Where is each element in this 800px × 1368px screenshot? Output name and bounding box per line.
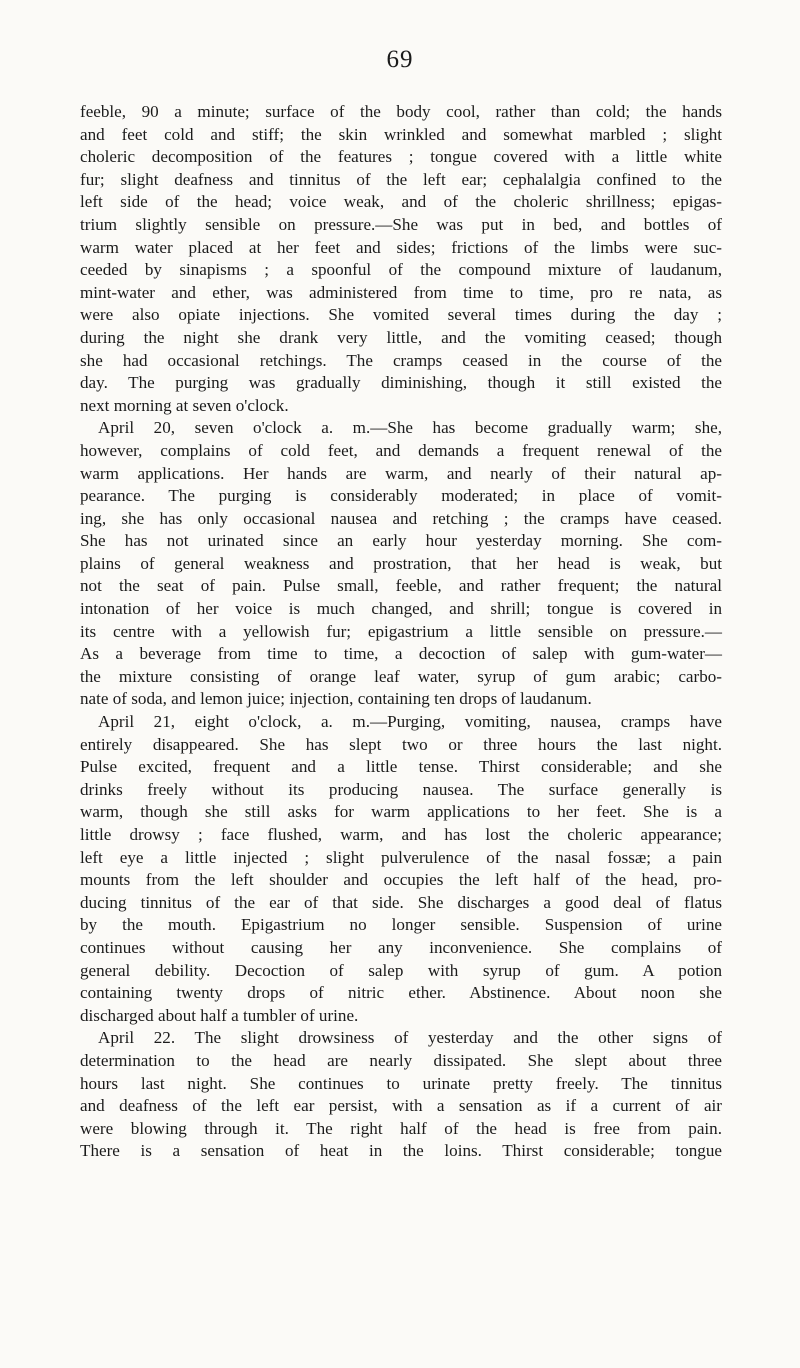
- text-line: She has not urinated since an early hour yesterday morning. She com-: [80, 531, 722, 551]
- text-line: left eye a little injected ; slight pulverulence of the nasal fossæ; a pain: [80, 847, 722, 867]
- text-line: discharged about half a tumbler of urine.: [80, 1005, 359, 1025]
- text-line: and deafness of the left ear persist, with a sensation as if a current of air: [80, 1096, 722, 1116]
- body-text: [80, 101, 722, 1163]
- text-line: April 21, eight o'clock, a. m.—Purging, vomiting, nausea, cramps have: [98, 712, 722, 732]
- text-line: determination to the head are nearly dissipated. She slept about three: [80, 1050, 722, 1070]
- text-line: warm applications. Her hands are warm, and nearly of their natural ap-: [80, 463, 722, 483]
- text-line: and feet cold and stiff; the skin wrinkled and somewhat marbled ; slight: [80, 124, 722, 144]
- text-line: were blowing through it. The right half of the head is free from pain.: [80, 1118, 722, 1138]
- text-line: April 22. The slight drowsiness of yesterday and the other signs of: [98, 1028, 722, 1048]
- text-line: feeble, 90 a minute; surface of the body cool, rather than cold; the hands: [80, 102, 722, 121]
- text-line: Pulse excited, frequent and a little tense. Thirst considerable; and she: [80, 757, 722, 777]
- text-line: ducing tinnitus of the ear of that side. She discharges a good deal of flatus: [80, 892, 722, 912]
- text-line: by the mouth. Epigastrium no longer sensible. Suspension of urine: [80, 915, 722, 935]
- text-line: however, complains of cold feet, and demands a frequent renewal of the: [80, 440, 722, 460]
- text-line: mint-water and ether, was administered from time to time, pro re nata, as: [80, 282, 722, 302]
- text-line: There is a sensation of heat in the loins. Thirst considerable; tongue: [80, 1141, 722, 1161]
- text-line: she had occasional retchings. The cramps ceased in the course of the: [80, 350, 722, 370]
- text-line: intonation of her voice is much changed, and shrill; tongue is covered in: [80, 599, 722, 619]
- text-line: plains of general weakness and prostration, that her head is weak, but: [80, 553, 722, 573]
- text-line: hours last night. She continues to urinate pretty freely. The tinnitus: [80, 1073, 722, 1093]
- text-line: its centre with a yellowish fur; epigastrium a little sensible on pressure.—: [80, 621, 722, 641]
- text-line: continues without causing her any inconvenience. She complains of: [80, 937, 722, 957]
- text-line: were also opiate injections. She vomited several times during the day ;: [80, 305, 722, 325]
- text-line: not the seat of pain. Pulse small, feeble, and rather frequent; the natural: [80, 576, 722, 596]
- text-line: warm water placed at her feet and sides; frictions of the limbs were suc-: [80, 237, 722, 257]
- text-line: As a beverage from time to time, a decoction of salep with gum-water—: [80, 644, 722, 664]
- text-line: ing, she has only occasional nausea and retching ; the cramps have ceased.: [80, 508, 722, 528]
- text-line: day. The purging was gradually diminishing, though it still existed the: [80, 373, 722, 393]
- text-line: pearance. The purging is considerably moderated; in place of vomit-: [80, 486, 722, 506]
- text-line: mounts from the left shoulder and occupies the left half of the head, pro-: [80, 870, 722, 890]
- text-line: containing twenty drops of nitric ether. Abstinence. About noon she: [80, 983, 722, 1003]
- text-line: drinks freely without its producing nausea. The surface generally is: [80, 779, 722, 799]
- text-line: the mixture consisting of orange leaf water, syrup of gum arabic; carbo-: [80, 666, 722, 686]
- text-line: general debility. Decoction of salep with syrup of gum. A potion: [80, 960, 722, 980]
- text-line: left side of the head; voice weak, and of the choleric shrillness; epigas-: [80, 192, 722, 212]
- text-line: fur; slight deafness and tinnitus of the left ear; cephalalgia confined to the: [80, 169, 722, 189]
- text-line: trium slightly sensible on pressure.—She was put in bed, and bottles of: [80, 214, 722, 234]
- text-line: next morning at seven o'clock.: [80, 395, 289, 415]
- text-line: little drowsy ; face flushed, warm, and has lost the choleric appearance;: [80, 825, 722, 844]
- text-line: warm, though she still asks for warm applications to her feet. She is a: [80, 802, 722, 822]
- text-line: choleric decomposition of the features ; tongue covered with a little white: [80, 147, 722, 167]
- text-line: during the night she drank very little, and the vomiting ceased; though: [80, 327, 722, 347]
- text-line: ceeded by sinapisms ; a spoonful of the compound mixture of laudanum,: [80, 260, 722, 280]
- page-number: 69: [386, 46, 414, 73]
- text-line: entirely disappeared. She has slept two or three hours the last night.: [80, 734, 722, 754]
- text-line: nate of soda, and lemon juice; injection, containing ten drops of laudanum.: [80, 689, 592, 709]
- text-line: April 20, seven o'clock a. m.—She has become gradually warm; she,: [98, 418, 722, 438]
